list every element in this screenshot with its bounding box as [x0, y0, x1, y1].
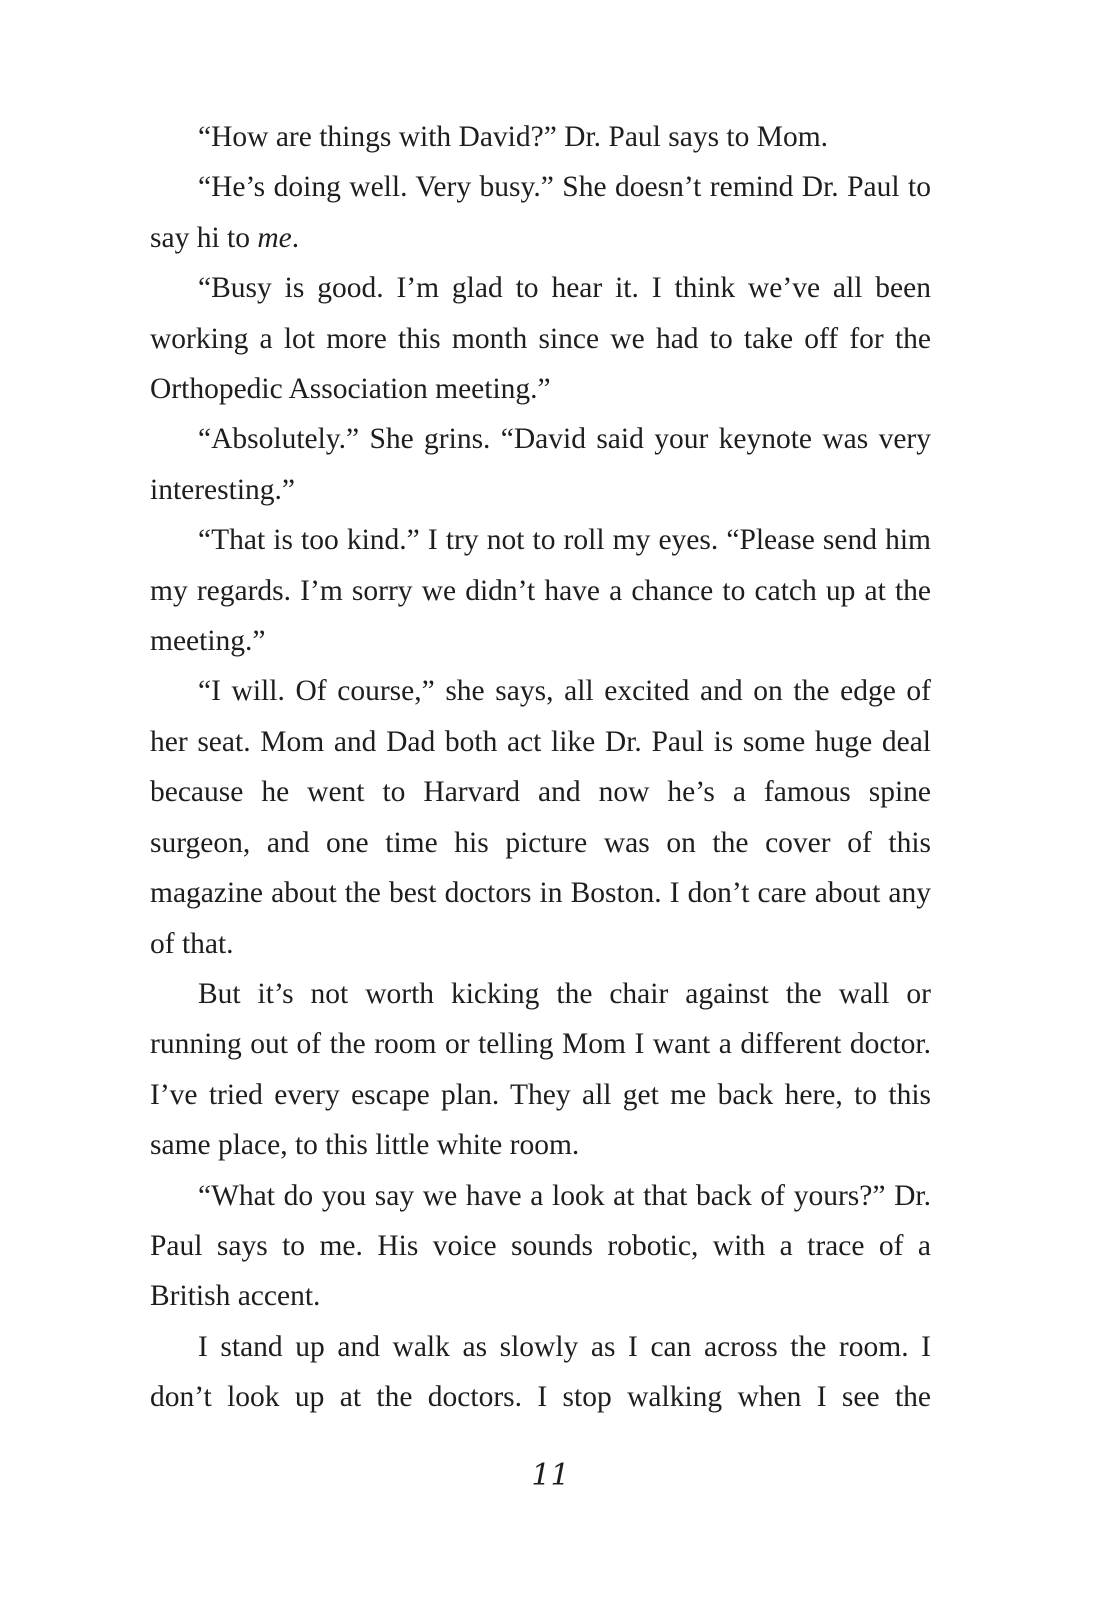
text-run: “That is too kind.” I try not to roll my eyes. “Please send him my regards. I’m sorry we didn’t have a chance to catch up at the meeting.”	[150, 524, 931, 658]
paragraph	[150, 414, 931, 515]
paragraph	[150, 515, 931, 666]
page-number: 11	[531, 1458, 570, 1493]
emphasis-text: me	[257, 221, 292, 254]
text-run: “Busy is good. I’m glad to hear it. I think we’ve all been working a lot more this month since we had to take off for the Orthopedic Association meeting.”	[150, 272, 931, 406]
paragraph	[150, 1322, 931, 1423]
text-run: .	[291, 221, 300, 254]
text-run: “Absolutely.” She grins. “David said your keynote was very interesting.”	[150, 423, 931, 506]
text-run: “I will. Of course,” she says, all excited and on the edge of her seat. Mom and Dad both act like Dr. Paul is some huge deal because he went to Harvard and now he’s a famous spine surgeon, and one time his picture was on the cover of this magazine about the best doctors in Boston. I don’t care about any of that.	[150, 675, 931, 960]
text-run: But it’s not worth kicking the chair against the wall or running out of the room or telling Mom I want a different doctor. I’ve tried every escape plan. They all get me back here, to this same place, to this little white room.	[150, 977, 931, 1162]
text-run: I stand up and walk as slowly as I can across the room. I don’t look up at the doctors. I stop walking when I see the	[150, 1330, 931, 1414]
paragraph	[150, 1171, 931, 1322]
paragraph	[150, 112, 931, 162]
text-run: “What do you say we have a look at that back of yours?” Dr. Paul says to me. His voice sounds robotic, with a trace of a British accent.	[150, 1179, 931, 1313]
paragraph	[150, 162, 931, 263]
paragraph	[150, 969, 931, 1171]
body-text	[150, 112, 931, 1423]
text-run: “How are things with David?” Dr. Paul says to Mom.	[198, 121, 829, 153]
paragraph	[150, 263, 931, 414]
paragraph	[150, 666, 931, 968]
text-run: “He’s doing well. Very busy.” She doesn’t remind Dr. Paul to say hi to	[150, 171, 931, 254]
